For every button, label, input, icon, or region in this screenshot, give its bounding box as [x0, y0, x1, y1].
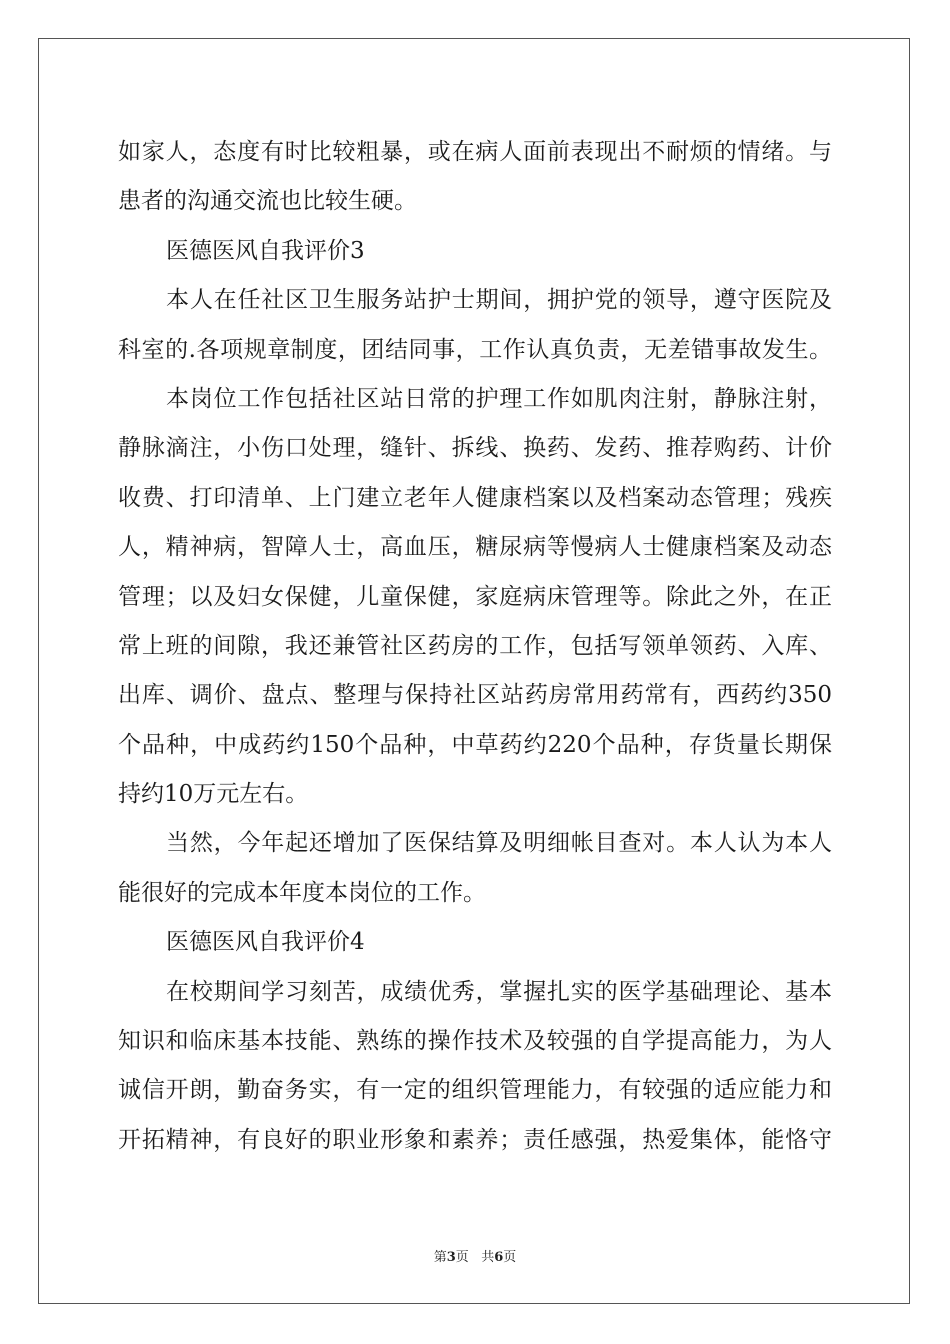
body-line: 常上班的间隙，我还兼管社区药房的工作，包括写领单领药、入库、 — [118, 632, 832, 659]
body-line: 人，精神病，智障人士，高血压，糖尿病等慢病人士健康档案及动态 — [118, 534, 832, 561]
total-suffix: 页 — [503, 1250, 517, 1265]
body-line: 个品种，中成药约150个品种，中草药约220个品种，存货量长期保 — [118, 731, 832, 758]
page-total-number: 6 — [494, 1250, 504, 1265]
total-prefix: 共 — [481, 1250, 495, 1265]
body-line: 患者的沟通交流也比较生硬。 — [118, 188, 417, 215]
document-body — [118, 128, 832, 1165]
body-line: 当然，今年起还增加了医保结算及明细帐目查对。本人认为本人 — [166, 830, 832, 857]
body-line: 本岗位工作包括社区站日常的护理工作如肌肉注射，静脉注射， — [166, 385, 832, 412]
section-heading: 医德医风自我评价3 — [166, 237, 365, 264]
body-line: 静脉滴注，小伤口处理，缝针、拆线、换药、发药、推荐购药、计价 — [118, 435, 832, 462]
body-line: 科室的.各项规章制度，团结同事，工作认真负责，无差错事故发生。 — [118, 336, 832, 363]
page-footer — [0, 1246, 950, 1265]
page-current-number: 3 — [446, 1250, 456, 1265]
body-line: 能很好的完成本年度本岗位的工作。 — [118, 879, 486, 906]
page-suffix: 页 — [455, 1250, 469, 1265]
body-line: 本人在任社区卫生服务站护士期间，拥护党的领导，遵守医院及 — [166, 287, 832, 314]
body-line: 开拓精神，有良好的职业形象和素养；责任感强，热爱集体，能恪守 — [118, 1126, 832, 1153]
body-line: 出库、调价、盘点、整理与保持社区站药房常用药常有，西药约350 — [118, 682, 832, 709]
body-line: 知识和临床基本技能、熟练的操作技术及较强的自学提高能力，为人 — [118, 1028, 832, 1055]
body-line: 如家人，态度有时比较粗暴，或在病人面前表现出不耐烦的情绪。与 — [118, 139, 832, 165]
body-line: 在校期间学习刻苦，成绩优秀，掌握扎实的医学基础理论、基本 — [166, 978, 832, 1005]
body-line: 诚信开朗，勤奋务实，有一定的组织管理能力，有较强的适应能力和 — [118, 1077, 832, 1104]
section-heading: 医德医风自我评价4 — [166, 929, 365, 956]
body-line: 管理；以及妇女保健，儿童保健，家庭病床管理等。除此之外，在正 — [118, 583, 832, 610]
body-line: 持约10万元左右。 — [118, 781, 309, 808]
page-prefix: 第 — [433, 1250, 447, 1265]
body-line: 收费、打印清单、上门建立老年人健康档案以及档案动态管理；残疾 — [118, 484, 832, 511]
